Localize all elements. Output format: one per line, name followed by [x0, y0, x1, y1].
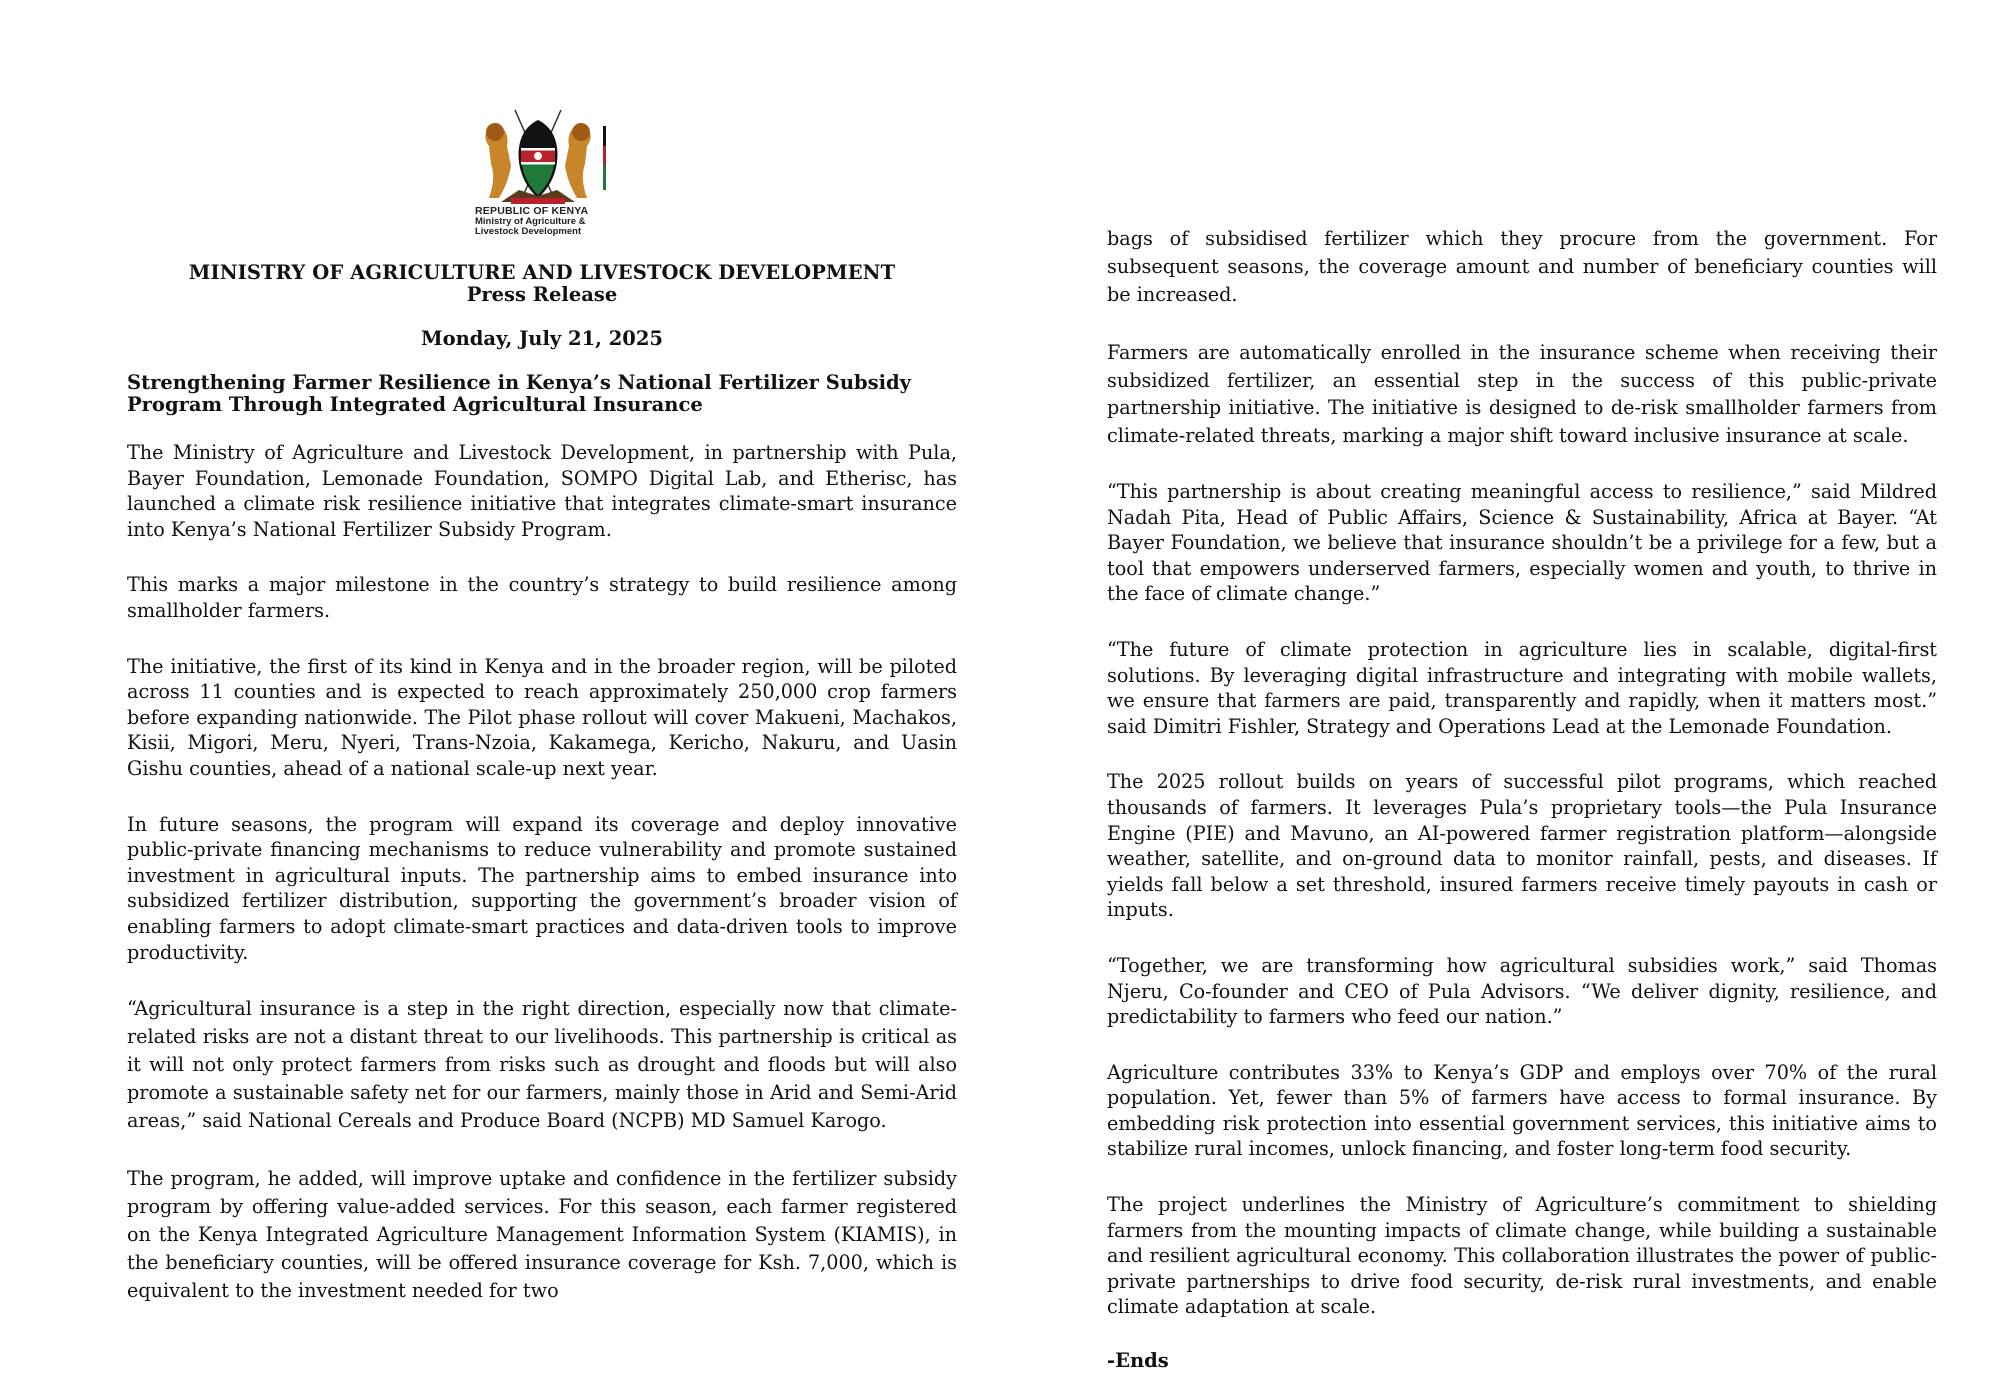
left-column	[127, 106, 957, 1335]
paragraph: The project underlines the Ministry of Agriculture’s commitment to shielding farmers from the mounting impacts of climate change, while building a sustainable and resilient agricultural economy. This collaboration illustrates the power of public-private partnerships to drive food security, de-risk rural investments, and enable climate adaptation at scale.	[1107, 1193, 1937, 1319]
paragraph: In future seasons, the program will expand its coverage and deploy innovative public-private financing mechanisms to reduce vulnerability and promote sustained investment in agricultural inputs. The partnership aims to embed insurance into subsidized fertilizer distribution, supporting the government’s broader vision of enabling farmers to adopt climate-smart practices and data-driven tools to improve productivity.	[127, 812, 957, 964]
paragraph: Agriculture contributes 33% to Kenya’s GDP and employs over 70% of the rural population. Yet, fewer than 5% of farmers have access to formal insurance. By embedding risk protection into essential government services, this initiative aims to stabilize rural incomes, unlock financing, and foster long-term food security.	[1107, 1060, 1937, 1161]
ends-marker: -Ends	[1107, 1349, 1169, 1373]
headline: Strengthening Farmer Resilience in Kenya’s National Fertilizer Subsidy Program Through Integrated Agricultural Insurance	[127, 371, 911, 416]
paragraph: The program, he added, will improve uptake and confidence in the fertilizer subsidy program by offering value-added services. For this season, each farmer registered on the Kenya Integrated Agriculture Management Information System (KIAMIS), in the beneficiary counties, will be offered insurance coverage for Ksh. 7,000, which is equivalent to the investment needed for two	[127, 1167, 957, 1303]
logo-country: REPUBLIC OF KENYA	[475, 205, 589, 217]
paragraph: “Agricultural insurance is a step in the right direction, especially now that climate-related risks are not a distant threat to our livelihoods. This partnership is critical as it will not only protect farmers from risks such as drought and floods but will also promote a sustainable safety net for our farmers, mainly those in Arid and Semi-Arid areas,” said National Cereals and Produce Board (NCPB) MD Samuel Karogo.	[127, 997, 957, 1133]
paragraph: Farmers are automatically enrolled in the insurance scheme when receiving their subsidized fertilizer, an essential step in the success of this public-private partnership initiative. The initiative is designed to de-risk smallholder farmers from climate-related threats, marking a major shift toward inclusive insurance at scale.	[1107, 341, 1937, 447]
logo-ministry-line2: Livestock Development	[475, 226, 582, 237]
right-column	[1107, 225, 1937, 1374]
kenya-coat-of-arms-icon	[475, 106, 615, 206]
paragraph: “Together, we are transforming how agricultural subsidies work,” said Thomas Njeru, Co-founder and CEO of Pula Advisors. “We deliver dignity, resilience, and predictability to farmers who feed our nation.”	[1107, 953, 1937, 1029]
paragraph: bags of subsidised fertilizer which they procure from the government. For subsequent seasons, the coverage amount and number of beneficiary counties will be increased.	[1107, 227, 1937, 306]
paragraph: The Ministry of Agriculture and Livestock Development, in partnership with Pula, Bayer Foundation, Lemonade Foundation, SOMPO Digital Lab, and Etherisc, has launched a climate risk resilience initiative that integrates climate-smart insurance into Kenya’s National Fertilizer Subsidy Program.	[127, 441, 957, 541]
release-date: Monday, July 21, 2025	[421, 327, 663, 350]
paragraph: The 2025 rollout builds on years of successful pilot programs, which reached thousands of farmers. It leverages Pula’s proprietary tools—the Pula Insurance Engine (PIE) and Mavuno, an AI-powered farmer registration platform—alongside weather, satellite, and on-ground data to monitor rainfall, pests, and diseases. If yields fall below a set threshold, insured farmers receive timely payouts in cash or inputs.	[1107, 770, 1937, 922]
paragraph: This marks a major milestone in the country’s strategy to build resilience among smallholder farmers.	[127, 573, 957, 622]
paragraph: “The future of climate protection in agriculture lies in scalable, digital-first solutions. By leveraging digital infrastructure and integrating with mobile wallets, we ensure that farmers are paid, transparently and rapidly, when it matters most.” said Dimitri Fishler, Strategy and Operations Lead at the Lemonade Foundation.	[1107, 637, 1937, 738]
logo-ministry-line1: Ministry of Agriculture &	[475, 215, 586, 227]
logo-caption	[475, 206, 588, 238]
paragraph: “This partnership is about creating meaningful access to resilience,” said Mildred Nadah Pita, Head of Public Affairs, Science & Sustainability, Africa at Bayer. “At Bayer Foundation, we believe that insurance shouldn’t be a privilege for a few, but a tool that empowers underserved farmers, especially women and youth, to thrive in the face of climate change.”	[1107, 480, 1937, 606]
press-release-label: Press Release	[466, 283, 618, 306]
ministry-title: MINISTRY OF AGRICULTURE AND LIVESTOCK DEVELOPMENT	[188, 261, 896, 284]
paragraph: The initiative, the first of its kind in Kenya and in the broader region, will be piloted across 11 counties and is expected to reach approximately 250,000 crop farmers before expanding nationwide. The Pilot phase rollout will cover Makueni, Machakos, Kisii, Migori, Meru, Nyeri, Trans-Nzoia, Kakamega, Kericho, Nakuru, and Uasin Gishu counties, ahead of a national scale-up next year.	[127, 654, 957, 780]
logo-block	[475, 106, 615, 246]
